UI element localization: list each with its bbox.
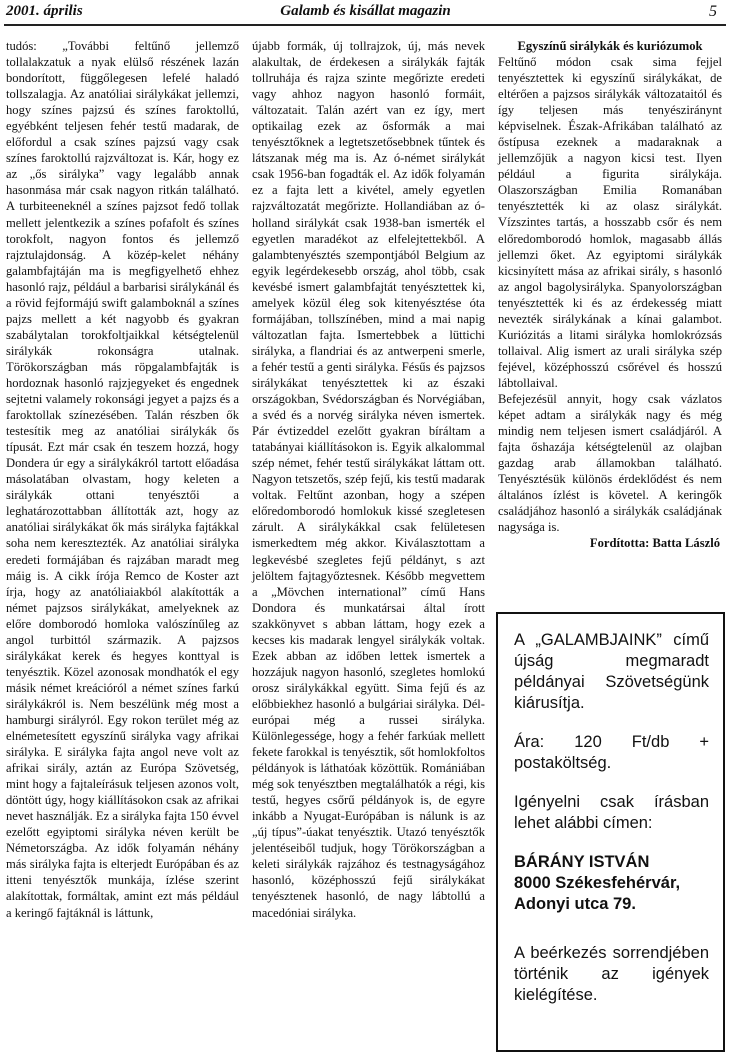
notice-box (496, 612, 725, 1052)
column2-text: újabb formák, új tollrajzok, új, más nevek alakultak, de érdekesen a sirálykák fajták tollruhája és rajza szinte megőrizte eredeti vagy ahhoz nagyon hasonló formáit, változatait. Talán azért van ez így, mert optikailag ezek az ősformák a mai tenyésztőknek a legtetszetősebbnek tűntek és látszanak még ma is. Az ó-német sirálykát csak 1956-ban fogadták el. Az idők folyamán ez a fajta lett a kivétel, amely egyetlen rajzváltozatát megőrizte. Hollandiában az ó-holland sirálykát csak 1938-ban ismerték el egyetlen maradékot az elfelejtettekből. A galambtenyésztés szempontjából Belgium az egyik legérdekesebb ország, ahol több, csak kevésbé ismert galambfajtát tenyésztettek ki, amelyek közül éleg sok kitenyésztése óta formájában, tollszínében, mind a mai napig változatlan fajta. Ismertebbek a lüttichi sirályka, a flandriai és az antwerpeni smerle, a fehér testű a genti sirályka. Fésűs és pajzsos sirálykákat tenyésztettek ki az északi országokban, Svédországban és Norvégiában, a svéd és a norvég sirályka néven ismertek. Pár évtizeddel ezelőtt gyakran bíráltam a tatabányai kiállításokon is. Egyik alkalommal szép német, fehér testű sirálykákat láttam ott. Nagyon tetszetős, szép fejű, kis testű madarak voltak. Feltűnt azonban, hogy a szépen előredomborodó homlokuk kissé szegletesen zárult. A sirálykákkal csak felületesen ismerkedtem még akkor. Kiválasztottam a legkevésbé szegletes fejű példányt, s azt jelöltem fajtagyőztesnek. Később megvettem a „Mövchen international” című Hans Dondora és munkatársai által írott szakkönyvet s abban láttam, hogy ezek a kecses kis madarak lengyel sirálykák voltak. Ezek abban az időben lettek ismertek a hozzájuk nagyon hasonló, szegletes homlokú orosz sirálykákkal együtt. Sima fejű és az előbbiekhez hasonló a bulgáriai sirályka. Dél-európai még a russei sirályka. Különlegessége, hogy a fehér farkúak mellett fekete farokkal is tenyésztik, sőt homlokfoltos példányok is láthatóak közöttük. Romániában még sok tenyésztben megtalálhatók a régi, kis testű, hegyes csőrű példányok is, de egyre inkább a Nyugat-Európában is nálunk is az „új típus”-úakat tenyésztik. Utazó tenyésztők jelentéseiből tudjuk, hogy Törökországban a keleti sirálykák rajzához és testnagyságához hasonló, középhosszú fejű sirálykákat tenyésztenek hasonló, de nagy lábtollú a macedóniai sirályka. (252, 39, 485, 920)
contact-name: BÁRÁNY ISTVÁN (514, 853, 650, 871)
article-column-2 (252, 38, 485, 921)
column3-text: Feltűnő módon csak sima fejjel tenyésztettek ki egyszínű sirálykákat, de eltérően a pajzsos sirálykák változataitól és így teljesen más tenyésziránynt képviselnek. Észak-Afrikában található az őstípusa ezeknek a madaraknak a jellemzőjük a nagyon kicsi test. Ilyen például a figurita sirálykája. Olaszországban Emilia Romanában tenyésztették ki az olasz sirálykát. Vízszintes tartás, a hosszabb csőr és nem előredomborodó homlok, magasabb állás jellemzi őket. Az egyiptomi sirálykák kicsinyített mása az afrikai sirály, s hasonló az angol bagolysirálykа. Spanyolországban tenyésztették ki és az érdekesség miatt nevezték sirálykának a kínai galambot. Kuriózitás a litami sirályka homlokrózsás tollaival. Alig ismert az urali sirályka szép fejével, középhosszú csőrével és hosszú lábtollaival. (498, 55, 722, 390)
contact-address-street: Adonyi utca 79. (514, 895, 636, 913)
notice-order-info: Igényelni csak írásban lehet alábbi címen: (514, 793, 709, 832)
section-heading: Egyszínű sirálykák és kuriózumok (517, 39, 703, 53)
column1-text: tudós: „További feltűnő jellemző tollalakzatuk a nyak elülső részének lazán bondorított, függőlegesen lefelé haladó tollszalagja. Az anatóliai sirálykákat jellemzi, hogy színes pajzsú és színes faroktollú, egyébként teljesen fehér testű madarak, de előfordul a csak színes pajzsú vagy csak színes faroktollú rajzváltozat is. Kár, hogy ez az „ős sirályka” vagy legalább annak hasonmása már csak nagyon ritkán található. A turbiteeneknél a színes pajzsot fedő tollak mellett jelentkezik a színes pofafolt és színes torokfolt, nagyon fontos és jellemző rajztulajdonság. A közép-kelet néhány galambfajtáján ma is megfigyelhető ehhez hasonló rajz, például a barbarisi sirálykánál és a rövid fejformájú swift galamboknál a színes pajzs mellett a két nagyobb és gyakran szabálytalan torokfoltjaikkal kétségtelenül sirálykák rokonságra utalnak. Törökországban más röpgalambfajták is hordoznak hasonló rajzjegyeket és engednek sejtetni valamely rokonsági jegyet a pajzs és a faroktollak színezésében. Talán részben ők testesítik meg az anatóliai sirálykák ős típusát. Ezt már csak én teszem hozzá, hogy Dondera úr egy a sirálykákról tartott előadása másolatában olvastam, hogy keleten a sirálykák ottani tenyésztői a leghatározottabban állították azt, hogy az anatóliai sirálykákat ők más sirályka fajtákkal soha nem keresztezték. Az anatóliai sirályka eredeti formájában és rajzában maradt meg máig is. A cikk írója Remco de Koster azt írja, hogy az anatóliaiakból alakították a német pajzsos sirálykákat, amelyeknek az előre domborodó homloka valószínűleg az angol turbittól származik. A pajzsos sirálykákat kerek és hegyes konttyal is tenyésztik. Közel azonosak mondhatók el egy másik német kreációról a német színes farkú sirálykákról is. Nem beszélünk még most a hamburgi sirályról. Egy rokon terület még az elnémetesített egyszínű sirályka vagy afrikai sirályka. E sirályka fajta angol neve volt az afrikai sirály, aztán az Európa Szövetség, mint hogy a fajtaleírásuk teljesen azonos volt, döntött úgy, hogy kiállításokon csak az afrikai nevet használják. Ez a sirályka fajta 150 évvel ezelőtt egyiptomi sirályka néven került be Németországba. Az idők folyamán néhány más sirályka fajta is elterjedt Európában és az itteni tenyésztők munkája, ízlése szerint alakítottak, formáltak, amint ezt más például a keringő fajtáknál is láttunk, (6, 39, 239, 920)
issue-date: 2001. április (6, 3, 83, 19)
page-number: 5 (709, 3, 717, 20)
notice-announcement: A „GALAMBJAINK” című újság megmaradt példányai Szövetségünk kiárusítja. (514, 631, 709, 712)
contact-address-city: 8000 Székesfehérvár, (514, 874, 681, 892)
column3-conclusion: Befejezésül annyit, hogy csak vázlatos képet adtam a sirálykák nagy és még mindig nem teljesen ismert családjáról. A fajta őshazája kétségtelenül az olajban gazdag arab államokban található. Tenyésztésük különös érdeklődést és nem általános ízlést is követel. A keringők családjához hasonló a sirálykák családjának nagysága is. (498, 391, 722, 535)
notice-closing: A beérkezés sorrendjében történik az igények kielégítése. (514, 944, 709, 1004)
notice-price: Ára: 120 Ft/db + postaköltség. (514, 733, 709, 772)
header-rule (4, 24, 726, 26)
page-header (0, 0, 731, 22)
article-column-3 (498, 38, 722, 551)
article-column-1 (6, 38, 239, 921)
translator-credit: Fordította: Batta László (589, 536, 720, 551)
magazine-title: Galamb és kisállat magazin (280, 3, 451, 19)
